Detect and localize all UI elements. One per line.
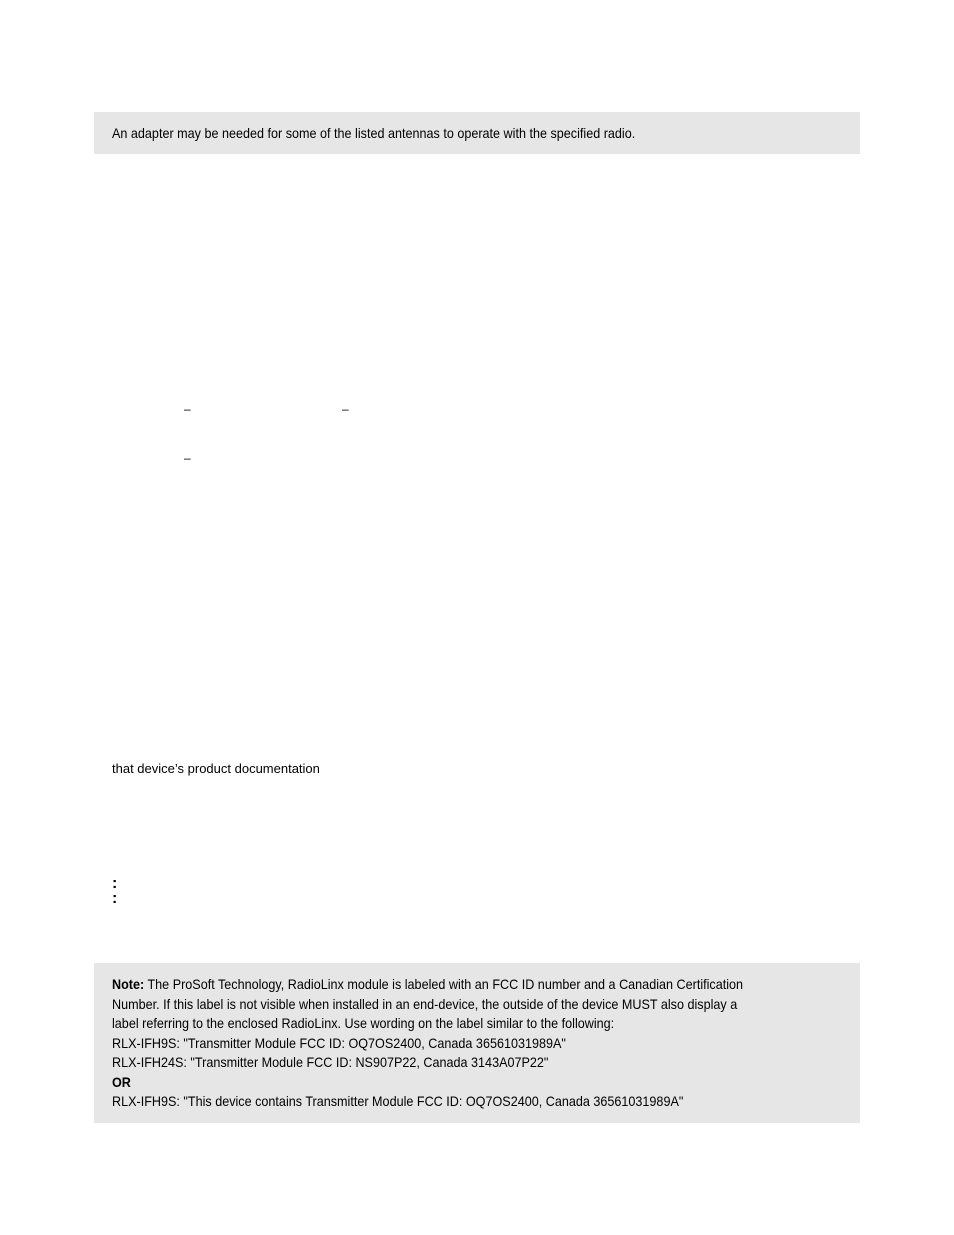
- note-line-rlx-ifh9s: RLX-IFH9S: "Transmitter Module FCC ID: OQ7OS2400, Canada 36561031989A": [112, 1034, 566, 1051]
- note-label: Note:: [112, 976, 145, 992]
- dash-mark: –: [184, 451, 191, 465]
- note-line-1: [112, 975, 769, 995]
- note-line-2: Number. If this label is not visible when installed in an end-device, the outside of the device MUST also display a: [112, 995, 738, 1012]
- adapter-note-text: An adapter may be needed for some of the listed antennas to operate with the specified radio.: [112, 125, 636, 141]
- dash-mark: –: [342, 402, 349, 416]
- dash-mark: –: [184, 402, 191, 416]
- adapter-note-box: [94, 112, 860, 154]
- note-line-3: label referring to the enclosed RadioLinx. Use wording on the label similar to the following:: [112, 1015, 615, 1031]
- note-or: OR: [112, 1073, 131, 1090]
- colon-mark: :: [112, 890, 118, 907]
- note-line-1-text: The ProSoft Technology, RadioLinx module is labeled with an FCC ID number and a Canadian Certification: [144, 976, 744, 992]
- fcc-label-note-box: [94, 963, 860, 1123]
- note-line-rlx-ifh24s: RLX-IFH24S: "Transmitter Module FCC ID: NS907P22, Canada 3143A07P22": [112, 1054, 549, 1070]
- colon-mark: :: [112, 875, 118, 892]
- note-line-contains: RLX-IFH9S: "This device contains Transmitter Module FCC ID: OQ7OS2400, Canada 36561031989A": [112, 1093, 684, 1109]
- documentation-fragment: that device’s product documentation: [112, 761, 320, 776]
